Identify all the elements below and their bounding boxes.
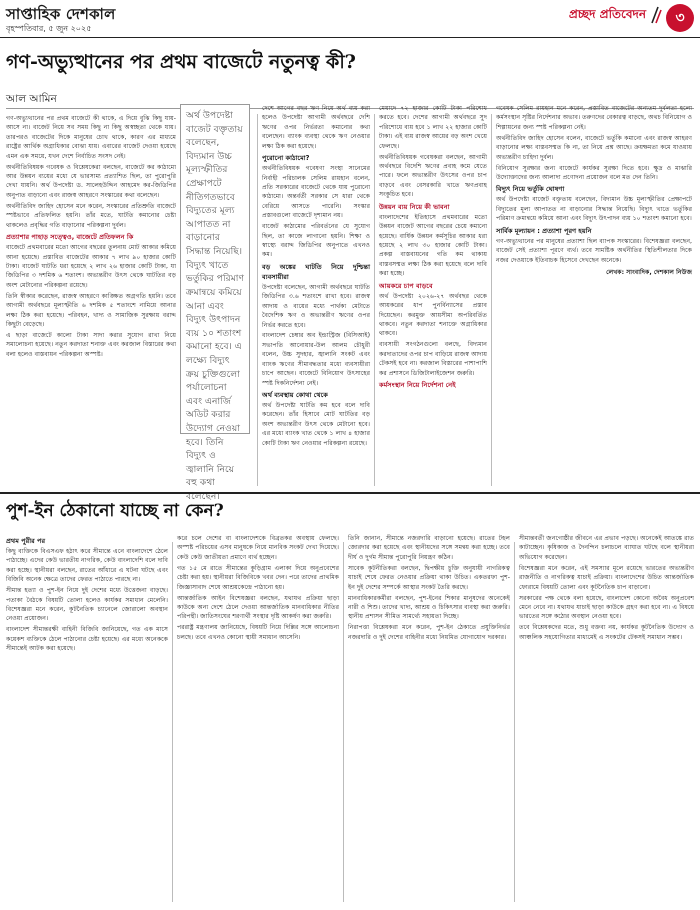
subheading: বিদ্যুৎ নিয়ে ভর্তুকি ঘোষণা xyxy=(496,185,565,194)
paragraph: অর্থনীতিবিদ জাহিদ হোসেন বলেন, বাজেটে ভর্তুকি কমানো এবং রাজস্ব আহরণ বাড়ানোর লক্ষ্য বাস্তবসম্মত কি না, তা নিয়ে প্রশ্ন আছে। ক্রয়ক্ষমতা কমে যাওয়ায় অভ্যন্তরীণ চাহিদা দুর্বল। xyxy=(496,134,692,161)
paragraph: গবেষক সেলিম রায়হান মনে করেন, প্রস্তাবিত বাজেটের অন্যতম দুর্বলতা হলো কর্মসংস্থান সৃষ্টির নির্দেশনার অভাব। তরুণদের বেকারত্ব বাড়ছে, অথচ বিনিয়োগ ও শিল্পায়নের জন্য স্পষ্ট পরিকল্পনা নেই। xyxy=(496,105,692,131)
paragraph: দেশে আগের বছর ঋণ নিয়ে অর্থ ব্যয় করা হলেও উপদেষ্টা আগামী অর্থবছরে দেশি ঋণের ওপর নির্ভরতা কমানোর কথা বলেছেন। ব্যাংক ব্যবস্থা থেকে ঋণ নেওয়ার লক্ষ্য ঠিক করা হয়েছে। xyxy=(262,105,370,150)
paragraph: অর্থনীতিবিষয়ক গবেষক ও বিশ্লেষকেরা বলছেন, বাজেটে কর কাঠামো আর উন্নয়ন ব্যয়ের মধ্যে যে ভারসাম্য প্রত্যাশিত ছিল, তা পুরোপুরি দেখা যায়নি। অর্থ উপদেষ্টা ড. সালেহউদ্দিন আহমেদ কর-জিডিপির অনুপাত বাড়ানো এবং রাজস্ব আহরণে সংস্কারের কথা বলেছেন। xyxy=(6,163,176,199)
paragraph: বাংলাদেশ চেম্বার অব ইন্ডাস্ট্রিজ (বিসিআই) সভাপতি আনোয়ার-উল আলম চৌধুরী বলেন, উচ্চ সুদহার, জ্বালানি সংকট এবং ব্যাংক ঋণের সীমাবদ্ধতার মধ্যে ব্যবসায়ীরা চাপে আছেন। বাজেটে বিনিয়োগ উৎসাহের স্পষ্ট দিকনির্দেশনা নেই। xyxy=(262,332,370,387)
page-number: ৩ xyxy=(666,4,694,32)
article2-column-3 xyxy=(348,534,510,904)
paragraph: গত ১৫ মে রাতে সীমান্তের কুড়িগ্রাম এলাকা দিয়ে অনুপ্রবেশের চেষ্টা করা হয়। স্থানীয়রা বিজিবিকে খবর দেন। পরে তাদের প্রাথমিক জিজ্ঞাসাবাদ শেষে আশ্রয়কেন্দ্রে পাঠানো হয়। xyxy=(177,564,339,591)
paragraph: অর্থনীতিবিদ জাহিদ হোসেন মনে করেন, সংস্কারের প্রতিশ্রুতি বাজেটে স্পষ্টভাবে প্রতিফলিত হয়নি। তাঁর মতে, ঘাটতি কমানোর চেষ্টা থাকলেও প্রবৃদ্ধির গতি বাড়ানোর পরিকল্পনা দুর্বল। xyxy=(6,202,176,229)
paragraph: পররাষ্ট্র মন্ত্রণালয় জানিয়েছে, বিষয়টি নিয়ে দিল্লির সঙ্গে আলোচনা চলছে। তবে এখনও কোনো স্থায়ী সমাধান আসেনি। xyxy=(177,624,339,641)
paragraph: সাবেক কূটনীতিকরা বলছেন, দ্বিপক্ষীয় চুক্তি অনুযায়ী নাগরিকত্ব যাচাই শেষে ফেরত নেওয়ার প্রক্রিয়া থাকা উচিত। একতরফা পুশ-ইন দুই দেশের সম্পর্কে আস্থার সংকট তৈরি করছে। xyxy=(348,564,510,591)
paragraph: বিশেষজ্ঞরা মনে করেন, এই সমস্যার মূলে রয়েছে ভারতের অভ্যন্তরীণ রাজনীতি ও নাগরিকত্ব যাচাই প্রক্রিয়া। বাংলাদেশের উচিত আন্তর্জাতিক ফোরামে বিষয়টি তোলা এবং কূটনৈতিক চাপ বাড়ানো। xyxy=(519,564,694,591)
paragraph: অর্থনীতিবিষয়ক গবেষকরা বলছেন, আগামী অর্থবছরে বিদেশি ঋণের প্রবাহ কমে যেতে পারে। ফলে অভ্যন্তরীণ উৎসের ওপর চাপ বাড়বে এবং বেসরকারি খাতে ঋণপ্রবাহ সংকুচিত হবে। xyxy=(379,153,487,199)
paragraph: আন্তর্জাতিক আইন বিশেষজ্ঞরা বলছেন, যথাযথ প্রক্রিয়া ছাড়া কাউকে অন্য দেশে ঠেলে দেওয়া আন্তর্জাতিক মানবাধিকার নীতির পরিপন্থী। জাতিসংঘের শরণার্থী সংস্থার দৃষ্টি আকর্ষণ করা জরুরি। xyxy=(177,594,339,621)
subheading: প্রথম পুরীর পর xyxy=(6,537,46,545)
paragraph: সরকারের পক্ষ থেকে বলা হয়েছে, বাংলাদেশ কোনো অবৈধ অনুপ্রবেশ মেনে নেবে না। যথাযথ যাচাই ছাড়া কাউকে গ্রহণ করা হবে না। এ বিষয়ে ভারতের সঙ্গে কঠোর অবস্থান নেওয়া হবে। xyxy=(519,594,694,621)
author-signoff: লেখক: সাংবাদিক, দেশকাল নিউজ xyxy=(606,268,692,276)
section-label: প্রচ্ছদ প্রতিবেদন xyxy=(568,7,646,21)
article-column-2 xyxy=(262,104,370,486)
paragraph: অর্থ উপদেষ্টা ২০২৬-২৭ অর্থবছর থেকে আয়করের ধাপ পুনর্বিন্যাসের প্রস্তাব দিয়েছেন। করমুক্ত আয়সীমা অপরিবর্তিত থাকবে। নতুন করদাতা শনাক্তে অগ্রাধিকার থাকবে। xyxy=(379,292,487,338)
paragraph: ব্যবসায়ী সংগঠনগুলো বলছে, বিদ্যমান করদাতাদের ওপর চাপ বাড়িয়ে রাজস্ব আদায় টেকসই হবে না। করজাল বিস্তারের পাশাপাশি কর প্রশাসনে ডিজিটালাইজেশন জরুরি। xyxy=(379,341,487,377)
paragraph: তিনি জানান, সীমান্তে নজরদারি বাড়ানো হয়েছে। রাতের টহল জোরদার করা হয়েছে এবং স্থানীয়দের সঙ্গে সমন্বয় করা হচ্ছে। তবে দীর্ঘ ও দুর্গম সীমান্ত পুরোপুরি নিয়ন্ত্রণ কঠিন। xyxy=(348,535,510,561)
paragraph: এ ছাড়া বাজেটে কালো টাকা সাদা করার সুযোগ রাখা নিয়ে সমালোচনা হয়েছে। নতুন করদাতা শনাক্ত এবং করজাল বিস্তারের কথা বলা হলেও বাস্তবায়ন পরিকল্পনা অস্পষ্ট। xyxy=(6,331,176,358)
paragraph: বাজেট কাঠামোর পরিবর্তনের যে সুযোগ ছিল, তা কাজে লাগানো হয়নি। শিক্ষা ও স্বাস্থ্যে বরাদ্দ জিডিপির অনুপাতে এখনও কম। xyxy=(262,223,370,259)
subheading: প্রত্যাশার পাহাড় সত্ত্বেও, বাজেটে প্রতিফলন কি xyxy=(6,233,134,242)
paragraph: কিছু ব্যক্তিকে বিএসএফ হঠাৎ করে সীমান্তে এনে বাংলাদেশে ঠেলে পাঠাচ্ছে। এদের কেউ ভারতীয় নাগরিক, কেউ বাংলাদেশি বলে দাবি করা হচ্ছে। স্থানীয়রা বলছেন, রাতের আঁধারে এ ঘটনা ঘটছে এবং বিজিবি অনেক ক্ষেত্রে তাদের ফেরত পাঠাতে পারছে না। xyxy=(6,548,168,584)
paragraph: অর্থ উপদেষ্টা বাজেট বক্তৃতায় বলেছেন, বিদ্যমান উচ্চ মূল্যস্ফীতির প্রেক্ষাপটে বিদ্যুতের মূল্য আপাতত না বাড়ানোর সিদ্ধান্ত নিয়েছি। বিদ্যুৎ খাতে ভর্তুকির পরিমাণ ক্রমান্বয়ে কমিয়ে আনা এবং বিদ্যুৎ উৎপাদন ব্যয় ১০ শতাংশ কমানো হবে। xyxy=(496,196,692,223)
subheading: সার্বিক মূল্যায়ন : প্রত্যাশা পূরণ হয়নি xyxy=(496,226,592,235)
article-column-3 xyxy=(379,104,487,486)
dateline: বৃহস্পতিবার, ৫ জুন ২০২৫ xyxy=(6,24,92,33)
section-logo-icon xyxy=(650,6,662,24)
paragraph: মেয়াদে ৭২ হাজার কোটি টাকা পরিশোধ করতে হবে। দেশের আগামী অর্থবছরে সুদ পরিশোধে ব্যয় হবে ১ লাখ ২২ হাজার কোটি টাকা। এই ব্যয় রাজস্ব আয়ের বড় অংশ খেয়ে ফেলছে। xyxy=(379,105,487,150)
paragraph: বাংলাদেশের ইতিহাসে প্রথমবারের মতো উন্নয়ন বাজেট আগের বছরের চেয়ে কমানো হয়েছে। বার্ষিক উন্নয়ন কর্মসূচির আকার ধরা হয়েছে ২ লাখ ৩০ হাজার কোটি টাকা। প্রকল্প বাস্তবায়নের গতি কম থাকায় বাস্তবসম্মত লক্ষ্য ঠিক করা হয়েছে বলে দাবি করা হচ্ছে। xyxy=(379,213,487,278)
paragraph: গণ-অভ্যুত্থানের পর প্রথম বাজেটে কী থাকে, এ দিয়ে বুঝি কিছু যায়-আসে না। বাজেট নিয়ে সব সময় কিছু না কিছু অস্বচ্ছতা থেকে যায়। তারপরও বাজেটের দিকে মানুষের চোখ থাকে, কারণ এর মাধ্যমে রাষ্ট্রের আর্থিক অগ্রাধিকার বোঝা যায়। এবারের বাজেট দেওয়া হয়েছে এমন এক সময়ে, যখন দেশে নির্বাচিত সংসদ নেই। xyxy=(6,115,176,160)
subheading: বড় অঙ্কের ঘাটতি নিয়ে দুশ্চিন্তা ব্যবসায়ীরা xyxy=(262,262,370,281)
article-column-4 xyxy=(496,104,692,486)
article2-column-1 xyxy=(6,534,168,904)
paragraph: গণ-অভ্যুত্থানের পর মানুষের প্রত্যাশা ছিল ব্যাপক সংস্কারের। বিশেষজ্ঞরা বলছেন, বাজেট সেই প্রত্যাশা পূরণে ব্যর্থ। তবে সামষ্টিক অর্থনীতির স্থিতিশীলতার দিকে নজর দেওয়াকে ইতিবাচক হিসেবে দেখছেন অনেকে। xyxy=(496,237,692,264)
article-byline: আল আমিন xyxy=(6,93,57,105)
article2-headline: পুশ-ইন ঠেকানো যাচ্ছে না কেন? xyxy=(6,501,224,521)
paragraph: বাংলাদেশ সীমান্তরক্ষী বাহিনী বিজিবি জানিয়েছে, গত এক মাসে কয়েকশ ব্যক্তিকে ঠেলে পাঠানোর চেষ্টা হয়েছে। এর মধ্যে অনেককে সীমান্তেই আটক করা হয়েছে। xyxy=(6,626,168,653)
paragraph: তবে বিশ্লেষকদের মতে, শুধু বক্তব্য নয়, কার্যকর কূটনৈতিক উদ্যোগ ও আঞ্চলিক সহযোগিতার মাধ্যমেই এ সংকটের টেকসই সমাধান সম্ভব। xyxy=(519,624,694,641)
paragraph: উপদেষ্টা বলেছেন, আগামী অর্থবছরে ঘাটতি জিডিপির ৩.৬ শতাংশে রাখা হবে। রাজস্ব আদায় ও ব্যয়ের মধ্যে পার্থক্য মেটাতে বৈদেশিক ঋণ ও অভ্যন্তরীণ ঋণের ওপর নির্ভর করতে হবে। xyxy=(262,283,370,329)
article2-column-2 xyxy=(177,534,339,904)
section-divider xyxy=(0,492,700,494)
paragraph: তিনি স্বীকার করেছেন, রাজস্ব আহরণে কাঙ্ক্ষিত অগ্রগতি হয়নি। তবে আগামী অর্থবছরে মূল্যস্ফীতি ৬ দশমিক ৫ শতাংশে নামিয়ে আনার লক্ষ্য ঠিক করা হয়েছে। পরিবহন, খাদ্য ও সামাজিক সুরক্ষায় বরাদ্দ কিছুটা বেড়েছে। xyxy=(6,292,176,328)
paragraph: অর্থ উপদেষ্টা ঘাটতি কম হবে বলে দাবি করেছেন। তাঁর হিসাবে মোট ঘাটতির বড় অংশ অভ্যন্তরীণ উৎস থেকে মেটানো হবে। এর মধ্যে ব্যাংক খাত থেকে ১ লাখ ৪ হাজার কোটি টাকা ঋণ নেওয়ার পরিকল্পনা রয়েছে। xyxy=(262,402,370,447)
paragraph: করে চলে দেশের বা বাংলাদেশকে বিব্রতকর অবস্থায় ফেলছে। অস্পষ্ট পরিচয়ের এসব মানুষকে নিয়ে মানবিক সংকট দেখা দিয়েছে। কেউ কেউ জাতীয়তা প্রমাণে ব্যর্থ হচ্ছেন। xyxy=(177,535,339,561)
paragraph: সীমান্তবর্তী জনগোষ্ঠীর জীবনে এর প্রভাব পড়ছে। অনেকেই আতঙ্কে রাত কাটাচ্ছেন। কৃষিকাজ ও দৈনন্দিন চলাচলে ব্যাঘাত ঘটছে বলে স্থানীয়রা অভিযোগ করেছেন। xyxy=(519,535,694,561)
paragraph: সীমান্ত হত্যা ও পুশ-ইন নিয়ে দুই দেশের মধ্যে উত্তেজনা বাড়ছে। পতাকা বৈঠকে বিষয়টি তোলা হলেও কার্যকর সমাধান মেলেনি। বিশেষজ্ঞরা মনে করেন, কূটনৈতিক চ্যানেলে জোরালো অবস্থান নেওয়া প্রয়োজন। xyxy=(6,587,168,623)
newspaper-brand: সাপ্তাহিক দেশকাল xyxy=(6,5,116,23)
article2-column-4 xyxy=(519,534,694,904)
column-divider xyxy=(172,542,173,902)
article-headline: গণ-অভ্যুত্থানের পর প্রথম বাজেটে নতুনত্ব কী? xyxy=(6,51,356,73)
column-divider xyxy=(374,114,375,486)
paragraph: নিরাপত্তা বিশ্লেষকরা মনে করেন, পুশ-ইন ঠেকাতে প্রযুক্তিনির্ভর নজরদারি ও দুই দেশের বাহিনীর মধ্যে নিয়মিত যোগাযোগ দরকার। xyxy=(348,624,510,641)
subheading: অর্থ ব্যবস্থায় কোথা থেকে xyxy=(262,391,328,400)
column-divider xyxy=(491,114,492,486)
subheading: উন্নয়ন ব্যয় নিয়ে কী ভাবনা xyxy=(379,202,450,211)
paragraph: বিনিয়োগ সুরক্ষার জন্য বাজেটে কার্যকর সুরক্ষা দিতে হবে। ক্ষুদ্র ও মাঝারি উদ্যোক্তাদের জন্য আলাদা প্রণোদনা প্রয়োজন বলে মত দেন তিনি। xyxy=(496,164,692,181)
article-column-1 xyxy=(6,114,176,486)
subheading: পুরোনো কাঠামো? xyxy=(262,154,310,163)
column-divider xyxy=(343,542,344,902)
column-divider xyxy=(514,542,515,902)
paragraph: অর্থনীতিবিষয়ক গবেষণা সংস্থা সানেমের নির্বাহী পরিচালক সেলিম রায়হান বলেন, প্রতি সরকারের বাজেটে থেকে যায় পুরোনো কাঠামো। অন্তর্বর্তী সরকার সে ধারা থেকে বেরিয়ে আসতে পারেনি। সংস্কার প্রস্তাবগুলো বাজেটে দৃশ্যমান নয়। xyxy=(262,165,370,220)
masthead xyxy=(0,0,700,38)
column-divider xyxy=(257,114,258,486)
paragraph: বাজেটে প্রথমবারের মতো আগের বছরের তুলনায় মোট আকার কমিয়ে আনা হয়েছে। প্রস্তাবিত বাজেটের আকার ৭ লাখ ৯০ হাজার কোটি টাকা। বাজেট ঘাটতি ধরা হয়েছে ২ লাখ ২৬ হাজার কোটি টাকা, যা জিডিপির ৩ দশমিক ৬ শতাংশ। অভ্যন্তরীণ উৎস থেকে ঘাটতির বড় অংশ মেটানোর পরিকল্পনা রয়েছে। xyxy=(6,244,176,289)
pull-quote: অর্থ উপদেষ্টা বাজেট বক্তৃতায় বলেছেন, বিদ্যমান উচ্চ মূল্যস্ফীতির প্রেক্ষাপটে নীতিগতভাবে বিদ্যুতের মূল্য আপাতত না বাড়ানোর সিদ্ধান্ত নিয়েছি। বিদ্যুৎ খাতে ভর্তুকির পরিমাণ ক্রমান্বয়ে কমিয়ে আনা এবং বিদ্যুৎ উৎপাদন ব্যয় ১০ শতাংশ কমানো হবে। এ লক্ষ্যে বিদ্যুৎ ক্রয় চুক্তিগুলো পর্যালোচনা এবং এনার্জি অডিট করার উদ্যোগ নেওয়া হবে। তিনি বিদ্যুৎ ও জ্বালানি নিয়ে বহু কথা বলেছেন। xyxy=(180,104,250,434)
subheading: কর্মসংস্থান নিয়ে নির্দেশনা নেই xyxy=(379,381,456,389)
paragraph: মানবাধিকারকর্মীরা বলছেন, পুশ-ইনের শিকার মানুষদের অনেকেই নারী ও শিশু। তাদের খাদ্য, আশ্রয় ও চিকিৎসার ব্যবস্থা করা জরুরি। স্থানীয় প্রশাসন সীমিত সামর্থ্যে সহায়তা দিচ্ছে। xyxy=(348,594,510,621)
subheading: আয়করে চাপ বাড়বে xyxy=(379,281,433,290)
